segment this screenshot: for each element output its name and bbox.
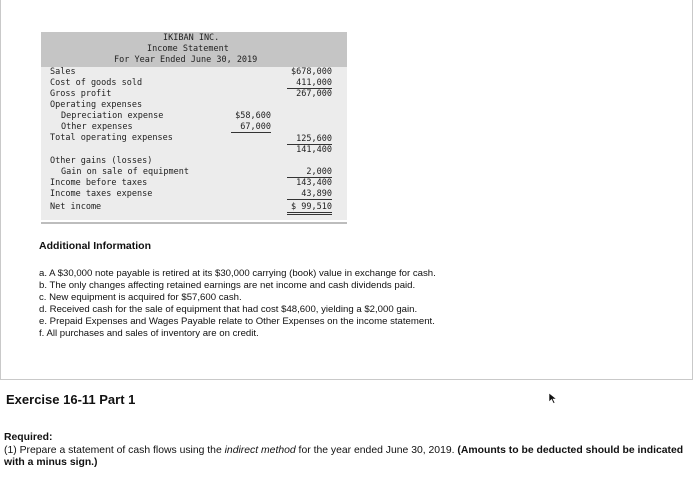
row-value: 2,000 [287,167,332,178]
row-label: Sales [50,67,76,77]
row-value: $678,000 [291,67,332,77]
row-value: 411,000 [287,78,332,89]
info-item: a. A $30,000 note payable is retired at its $30,000 carrying (book) value in exchange for cash. [39,268,436,279]
row-label: Gross profit [50,89,112,99]
row-label: Net income [50,202,102,212]
row-label: Income before taxes [50,178,148,188]
mouse-cursor-icon [548,392,558,404]
required-method: indirect method [224,445,296,456]
row-mid-value: $58,600 [235,111,271,121]
required-label: Required: [4,432,53,443]
statement-period: For Year Ended June 30, 2019 [114,55,258,65]
required-section [4,432,694,469]
row-label: Income taxes expense [50,189,153,199]
statement-header [41,32,347,67]
income-statement [41,32,347,220]
info-item: d. Received cash for the sale of equipment that had cost $48,600, yielding a $2,000 gain. [39,304,418,315]
row-value: 143,400 [296,178,332,188]
row-label: Gain on sale of equipment [61,167,189,177]
info-item: e. Prepaid Expenses and Wages Payable relate to Other Expenses on the income statement. [39,316,435,327]
exercise-title: Exercise 16-11 Part 1 [6,392,136,407]
required-minus-note: (Amounts to be deducted should be indicated with a minus sign.) [4,445,684,468]
row-value: 141,400 [296,145,332,155]
row-value: 267,000 [296,89,332,99]
row-label: Total operating expenses [50,133,173,143]
row-label: Cost of goods sold [50,78,143,88]
row-label: Operating expenses [50,100,143,110]
company-name: IKIBAN INC. [163,33,220,43]
row-value: 43,890 [287,189,332,200]
row-label: Depreciation expense [61,111,164,121]
required-text-a: (1) Prepare a statement of cash flows using the [4,445,225,456]
row-value: 125,600 [287,134,332,145]
row-label: Other gains (losses) [50,156,153,166]
additional-info-title: Additional Information [39,240,151,252]
required-instructions [4,445,694,469]
statement-title: Income Statement [147,44,229,54]
row-label: Other expenses [61,122,133,132]
required-text-b: for the year ended June 30, 2019. [295,445,458,456]
statement-bottom-rule [41,222,347,224]
info-item: f. All purchases and sales of inventory are on credit. [39,328,259,339]
info-item: b. The only changes affecting retained earnings are net income and cash dividends paid. [39,280,416,291]
row-mid-value: 67,000 [231,122,271,133]
info-item: c. New equipment is acquired for $57,600 cash. [39,292,242,303]
row-value: $ 99,510 [287,202,332,215]
